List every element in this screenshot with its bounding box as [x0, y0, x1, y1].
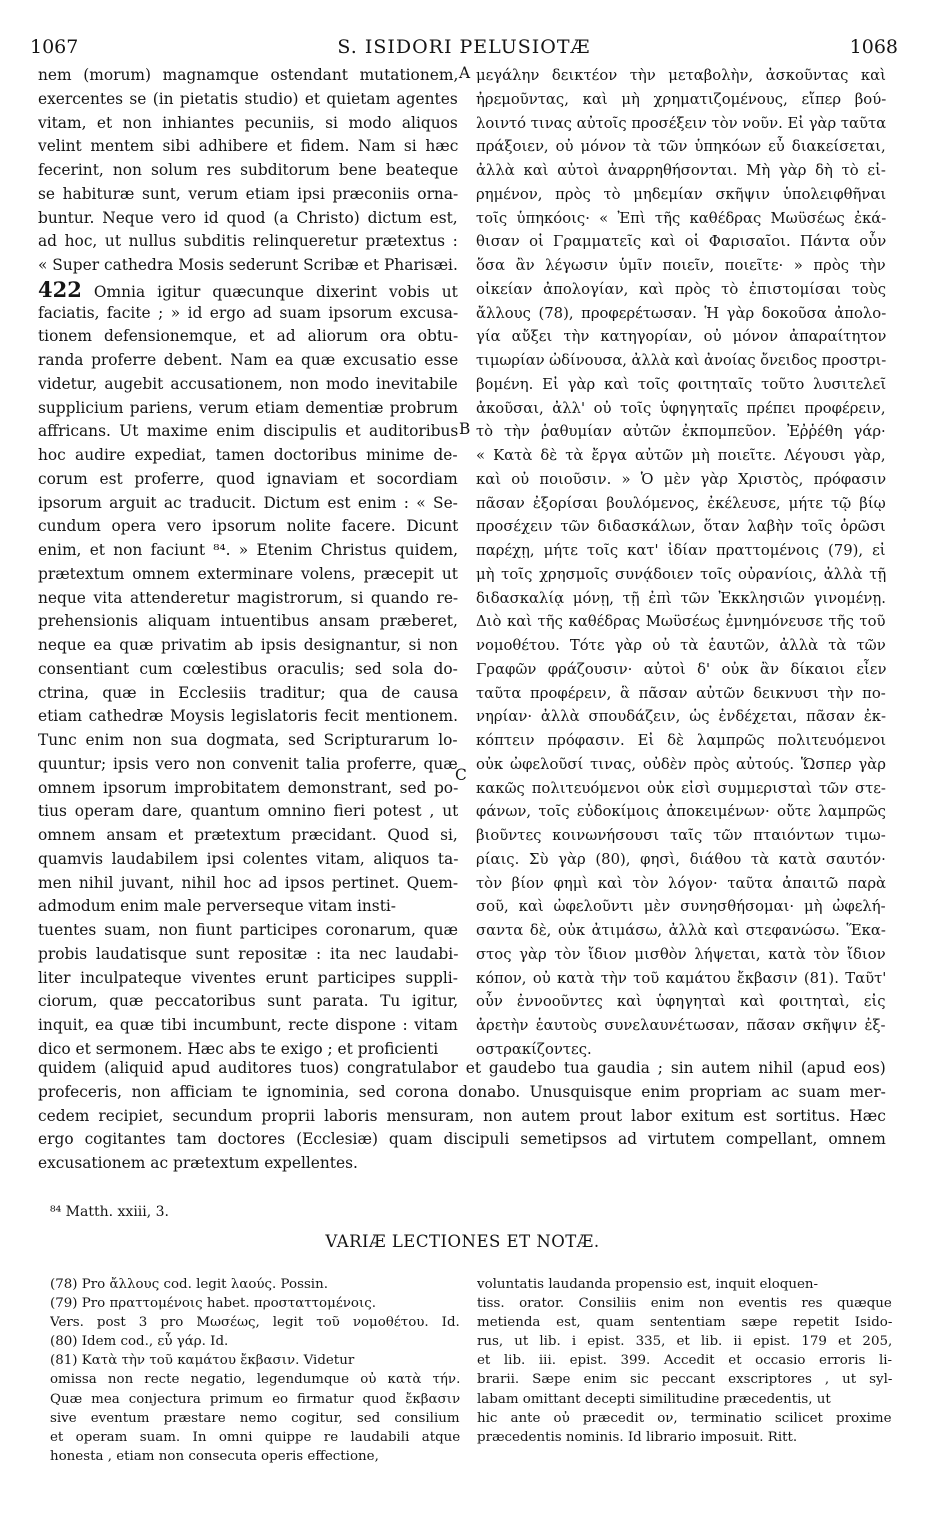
- text-line: cedem recipiet, secundum proprii laboris mensuram, non autem prout labor exitum est sortitus. Hæc: [38, 1106, 886, 1125]
- latin-line: neque vita attenderetur magistrorum, si quando re-: [38, 588, 458, 607]
- greek-line: ρημένον, πρὸς τὸ μηδεμίαν σκῆψιν ὑπολειφθῆναι: [476, 185, 886, 203]
- greek-line: ρίαις. Σὺ γὰρ (80), φησὶ, διάθου τὰ κατὰ σαυτόν·: [476, 850, 886, 868]
- greek-line: καὶ οὐ ποιοῦσιν. » Ὁ μὲν γὰρ Χριστὸς, πρόφασιν: [476, 470, 886, 488]
- note-line: (80) Idem cod., εὖ γάρ. Id.: [50, 1334, 229, 1350]
- latin-line: videtur, augebit accusationem, non modo inevitabile: [38, 374, 458, 393]
- greek-line: βομένη. Εἰ γὰρ καὶ τοῖς φοιτηταῖς τοῦτο λυσιτελεῖ: [476, 375, 886, 393]
- latin-line: buntur. Neque vero id quod (a Christo) dictum est,: [38, 208, 458, 227]
- greek-line: κόπτειν πρόφασιν. Εἰ δὲ λαμπρῶς πολιτευόμενοι: [476, 732, 886, 749]
- greek-line: προσέχειν τῶν διδασκάλων, ὅταν λαβὴν τοῖς ὁρῶσι: [476, 518, 886, 536]
- latin-line: se habituræ sunt, verum etiam ipsi præconiis orna-: [38, 184, 458, 203]
- greek-line: τοῖς ὑπηκόοις· « Ἐπὶ τῆς καθέδρας Μωϋσέως ἐκά-: [476, 209, 886, 227]
- latin-line: ctrina, quæ in Ecclesiis traditur; qua de causa: [38, 683, 458, 702]
- greek-line: στος γὰρ τὸν ἴδιον μισθὸν λήψεται, κατὰ τὸν ἴδιον: [476, 945, 886, 963]
- latin-line: ipsorum arguit ac traducit. Dictum est enim : « Se-: [38, 493, 458, 512]
- latin-line: randa proferre debent. Nam ea quæ excusatio esse: [38, 351, 458, 369]
- greek-line: ἀκοῦσαι, ἀλλ' οὐ τοῖς ὑφηγηταῖς πρέπει προφέρειν,: [476, 399, 886, 417]
- latin-line: quamvis laudabilem ipsi colentes vitam, aliquos ta-: [38, 849, 458, 868]
- greek-line: οὐκ ὠφελοῦσί τινας, οὐδὲν πρὸς αὐτούς. Ὥσπερ γὰρ: [476, 755, 886, 773]
- note-line: Quæ mea conjectura primum eo firmatur quod ἔκβασιν: [50, 1391, 460, 1407]
- full-width-text: [38, 1057, 886, 1176]
- note-line: omissa non recte negatio, legendumque οὐ κατὰ τήν.: [50, 1372, 460, 1388]
- latin-line: affricans. Ut maxime enim discipulis et auditoribus: [38, 422, 458, 441]
- greek-line: οἰκείαν ἀπολογίαν, καὶ πρὸς τὸ ἐπιστομίσαι τοὺς: [476, 280, 886, 298]
- greek-line: κακῶς πολιτευόμενοι οὐκ εἰσὶ συμμερισταὶ τῶν στε-: [476, 779, 886, 797]
- section-number: 422: [38, 277, 82, 302]
- note-line: (78) Pro ἄλλους cod. legit λαούς. Possin.: [50, 1277, 328, 1292]
- note-line: (81) Κατὰ τὴν τοῦ καμάτου ἔκβασιν. Videtur: [50, 1353, 355, 1369]
- note-line: honesta , etiam non consecuta operis effectione,: [50, 1448, 379, 1464]
- greek-line: λοιντό τινας αὐτοῖς προσέξειν τὸν νοῦν. Εἰ γὰρ ταῦτα: [476, 114, 886, 132]
- greek-line: πᾶσαν ἐξορίσαι βουλόμενος, ἐκέλευσε, μήτε τῷ βίῳ: [476, 494, 886, 512]
- greek-line: παρέχῃ, μήτε τοῖς κατ' ἰδίαν πραττομένοις (79), εἰ: [476, 542, 886, 559]
- greek-line: ὅσα ἂν λέγωσιν ὑμῖν ποιεῖν, ποιεῖτε· » πρὸς τὴν: [476, 257, 886, 274]
- note-line: voluntatis laudanda propensio est, inquit eloquen-: [477, 1277, 819, 1292]
- latin-line: tionem defensionemque, et ad aliorum ora obtu-: [38, 327, 458, 346]
- note-line: rus, ut lib. i epist. 335, et lib. ii epist. 179 et 205,: [477, 1334, 892, 1350]
- notes-left-column: [50, 1275, 460, 1466]
- note-line: Vers. post 3 pro Μωσέως, legit τοῦ νομοθέτου. Id.: [50, 1315, 460, 1331]
- latin-line: admodum enim male perverseque vitam insti-: [38, 897, 397, 916]
- greek-line: ἀλλὰ καὶ αὐτοὶ ἀναρρηθήσονται. Μὴ γὰρ δὴ τὸ εἰ-: [476, 162, 886, 179]
- greek-line: οστρακίζοντες.: [476, 1040, 592, 1058]
- greek-line: ἠρεμοῦντας, καὶ μὴ χρηματιζομένους, εἴπερ βού-: [476, 90, 886, 108]
- latin-line: probis laudatisque sunt repositæ : ita nec laudabi-: [38, 944, 458, 963]
- note-line: hic ante οὐ præcedit ον, terminatio scilicet proxime: [477, 1410, 892, 1426]
- latin-line: quuntur; ipsis vero non convenit talia proferre, quæ: [38, 754, 458, 773]
- greek-line: πράξοιεν, οὐ μόνον τὰ τῶν ὑπηκόων εὖ διακείσεται,: [476, 138, 886, 156]
- margin-mark-a: A: [459, 64, 471, 82]
- latin-line: ad hoc, ut nullus subditis relinqueretur prætextus :: [38, 232, 458, 251]
- latin-line: velint mentem sibi adhibere et fidem. Nam si hæc: [38, 137, 458, 156]
- latin-column: [38, 64, 458, 1062]
- note-line: brarii. Sæpe enim sic peccant exscriptores , ut syl-: [477, 1372, 892, 1388]
- latin-line: tius operam dare, quantum omnino fieri potest , ut: [38, 802, 458, 821]
- page-number-left: 1067: [30, 36, 79, 58]
- latin-line: enim, et non faciunt ⁸⁴. » Etenim Christus quidem,: [38, 541, 458, 559]
- latin-line: exercentes se (in pietatis studio) et quietam agentes: [38, 89, 458, 108]
- latin-line: 422 Omnia igitur quæcunque dixerint vobis ut: [38, 277, 458, 302]
- greek-line: κόπον, οὐ κατὰ τὴν τοῦ καμάτου ἔκβασιν (81). Ταῦτ': [476, 969, 886, 987]
- text-line: excusationem ac prætextum expellentes.: [38, 1154, 358, 1172]
- greek-line: θισαν οἱ Γραμματεῖς καὶ οἱ Φαρισαῖοι. Πάντα οὖν: [476, 233, 886, 251]
- latin-line: ciorum, quæ peccatoribus sunt parata. Tu igitur,: [38, 992, 458, 1011]
- latin-line: omnem ipsorum improbitatem demonstrant, sed po-: [38, 778, 458, 797]
- running-title: S. ISIDORI PELUSIOTÆ: [337, 36, 591, 58]
- text-line: quidem (aliquid apud auditores tuos) congratulabor et gaudebo tua gaudia ; sin autem nihil (apud eos): [38, 1059, 886, 1077]
- latin-line: omnem ansam et prætextum præcidant. Quod si,: [38, 826, 458, 844]
- greek-line: ἄλλους (78), προφερέτωσαν. Ἡ γὰρ δοκοῦσα ἀπολο-: [476, 304, 886, 322]
- note-line: tiss. orator. Consiliis enim non eventis res quæque: [477, 1296, 892, 1312]
- note-line: labam omittant decepti similitudine præcedentis, ut: [477, 1391, 831, 1407]
- text-line: profeceris, non afficiam te ignominia, sed corona donabo. Unusquisque enim propriam ac suam mer-: [38, 1082, 886, 1101]
- latin-line: « Super cathedra Mosis sederunt Scribæ et Pharisæi.: [38, 256, 458, 274]
- note-line: et operam suam. In omni quippe re laudabili atque: [50, 1429, 460, 1445]
- running-header: [30, 36, 898, 60]
- latin-line: nem (morum) magnamque ostendant mutationem,: [38, 66, 458, 84]
- latin-line: hoc audire expediat, tamen doctoribus minime de-: [38, 446, 458, 464]
- greek-line: μεγάλην δεικτέον τὴν μεταβολὴν, ἀσκοῦντας καὶ: [476, 67, 886, 84]
- greek-line: γία αὔξει τὴν κατηγορίαν, οὐ μόνον ἀπαραίτητον: [476, 328, 886, 346]
- greek-line: μὴ τοῖς χρησμοῖς συνᾴδοιεν τοῖς οὐρανίοις, ἀλλὰ τῇ: [476, 565, 886, 583]
- greek-line: τὸν βίον φημὶ καὶ τὸν λόγον· ταῦτα ἀπαιτῶ παρὰ: [476, 874, 886, 892]
- latin-line: supplicium pariens, verum etiam dementiæ probrum: [38, 398, 458, 417]
- greek-column: [476, 64, 886, 1062]
- notes-title: VARIÆ LECTIONES ET NOTÆ.: [325, 1232, 600, 1251]
- greek-line: τιμωρίαν ὠδίνουσα, ἀλλὰ καὶ ἀνοίας ὄνειδος προστρι-: [476, 352, 886, 369]
- latin-line: prehensionis aliquam intuentibus ansam præberet,: [38, 612, 458, 631]
- latin-line: etiam cathedræ Moysis legislatoris fecit mentionem.: [38, 707, 458, 726]
- greek-line: φάνων, τοῖς εὐδοκίμοις ἀποκειμένων· οὔτε λαμπρῶς: [476, 803, 886, 821]
- notes-right-column: [477, 1275, 892, 1447]
- latin-line: liter inculpateque viventes erunt participes suppli-: [38, 968, 458, 987]
- latin-line: neque ea quæ privatim ab ipsis designantur, si non: [38, 636, 458, 654]
- greek-line: Γραφῶν φράζουσιν· αὐτοὶ δ' οὐκ ἂν δίκαιοι εἶεν: [476, 660, 886, 678]
- note-line: et lib. iii. epist. 399. Accedit et occasio erroris li-: [477, 1353, 892, 1369]
- latin-line: vitam, et non inhiantes pecuniis, si modo aliquos: [38, 113, 458, 132]
- note-line: metienda est, quam sententiam sæpe repetit Isido-: [477, 1315, 892, 1331]
- greek-line: τὸ τὴν ῥαθυμίαν αὐτῶν ἐκπομπεῦον. Ἐῤῥέθη γάρ·: [476, 423, 886, 441]
- latin-line: dico et sermonem. Hæc abs te exigo ; et proficienti: [38, 1039, 439, 1058]
- latin-line: fecerint, non solum res subditorum bene beateque: [38, 161, 458, 179]
- latin-line: corum est proferre, quod ignaviam et socordiam: [38, 469, 458, 488]
- latin-line: cundum opera vero ipsorum nolite facere. Dicunt: [38, 517, 458, 536]
- greek-line: ταῦτα προφέρειν, ἃ πᾶσαν αὐτῶν δεικνυσι τὴν πο-: [476, 684, 886, 702]
- latin-line: inquit, ea quæ tibi incumbunt, recte dispone : vitam: [38, 1016, 458, 1034]
- greek-line: νομοθέτου. Τότε γὰρ οὐ τὰ ἑαυτῶν, ἀλλὰ τὰ τῶν: [476, 637, 886, 654]
- greek-line: Διὸ καὶ τῆς καθέδρας Μωϋσέως ἐμνημόνευσε τῆς τοῦ: [476, 613, 886, 631]
- margin-mark-c: C: [455, 766, 467, 784]
- greek-line: σοῦ, καὶ ὠφελοῦντι μὲν συνησθήσομαι· μὴ ὠφελή-: [476, 898, 886, 916]
- text-line: ergo cogitantes tam doctores (Ecclesiæ) quam discipuli semetipsos ad virtutem compellant, omnem: [38, 1130, 886, 1149]
- latin-line: consentiant cum cœlestibus oraculis; sed sola do-: [38, 659, 458, 678]
- latin-line: Tunc enim non sua dogmata, sed Scripturarum lo-: [38, 731, 458, 749]
- latin-line: prætextum omnem exterminare volens, præcepit ut: [38, 564, 458, 583]
- latin-line: faciatis, facite ; » id ergo ad suam ipsorum excusa-: [38, 303, 458, 322]
- greek-line: σαντα δὲ, οὐκ ἀτιμάσω, ἀλλὰ καὶ στεφανώσω. Ἕκα-: [476, 922, 886, 939]
- greek-line: ἀρετὴν ἑαυτοὺς συνελαυνέτωσαν, πᾶσαν σκῆψιν ἐξ-: [476, 1017, 886, 1034]
- footnote: ⁸⁴ Matth. xxiii, 3.: [50, 1204, 170, 1220]
- note-line: sive eventum præstare nemo cogitur, sed consilium: [50, 1410, 460, 1426]
- note-line: præcedentis nominis. Id librario imposuit. Ritt.: [477, 1429, 798, 1445]
- greek-line: βιοῦντες κοινωνήσουσι ταῖς τῶν πταιόντων τιμω-: [476, 827, 886, 844]
- latin-line: men nihil juvant, nihil hoc ad ipsos pertinet. Quem-: [38, 873, 458, 892]
- greek-line: διδασκαλίᾳ μόνῃ, τῇ ἐπὶ τῶν Ἐκκλησιῶν γινομένῃ.: [476, 589, 886, 607]
- greek-line: οὖν ἐννοοῦντες καὶ ὑφηγηταὶ καὶ φοιτηταὶ, εἰς: [476, 993, 886, 1011]
- note-line: (79) Pro πραττομένοις habet. προσταττομένοις.: [50, 1296, 376, 1312]
- greek-line: « Κατὰ δὲ τὰ ἔργα αὐτῶν μὴ ποιεῖτε. Λέγουσι γὰρ,: [476, 447, 886, 464]
- margin-mark-b: B: [459, 420, 471, 438]
- greek-line: νηρίαν· ἀλλὰ σπουδάζειν, ὡς ἐνδέχεται, πᾶσαν ἐκ-: [476, 708, 886, 726]
- latin-line: tuentes suam, non fiunt participes coronarum, quæ: [38, 921, 458, 939]
- page-number-right: 1068: [849, 36, 898, 58]
